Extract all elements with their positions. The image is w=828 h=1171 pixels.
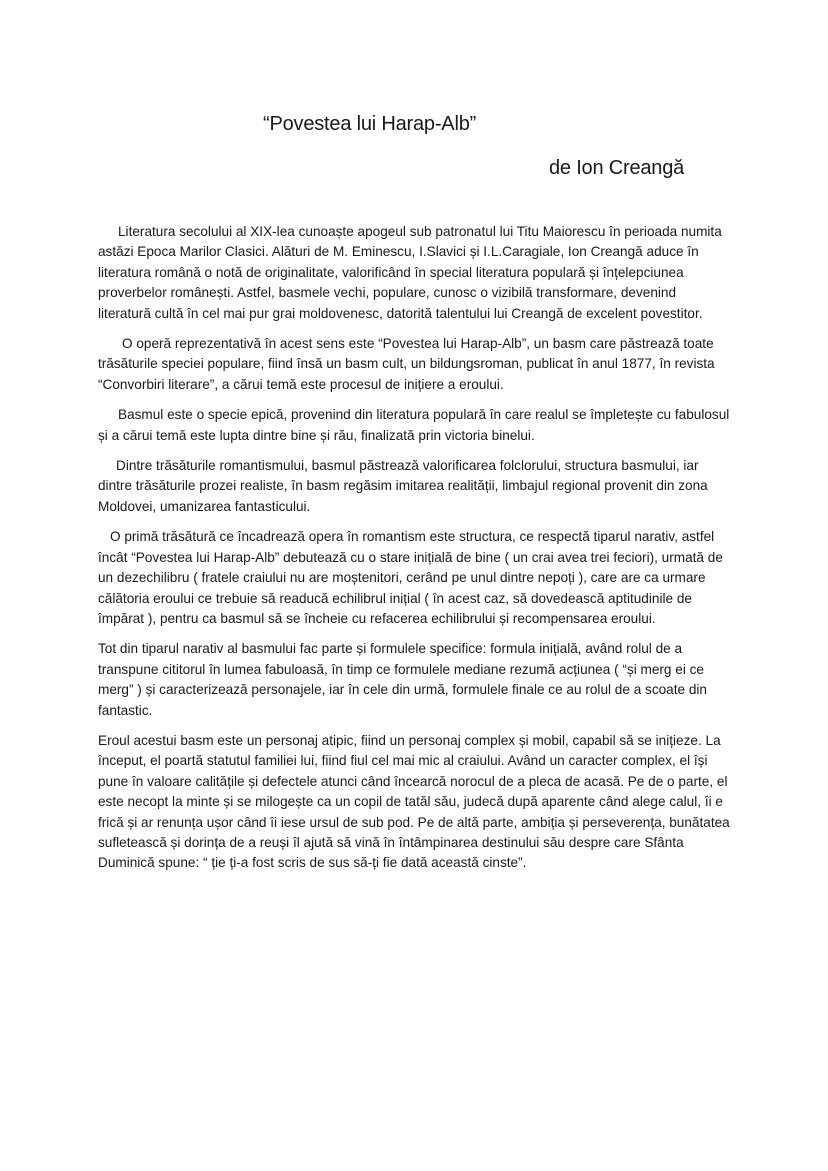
document-title: “Povestea lui Harap-Alb”: [263, 113, 477, 135]
paragraph-structure: O primă trăsătură ce încadrează opera în romantism este structura, ce respectă tiparul narativ, astfel încât “Povestea lui Harap-Alb” debutează cu o stare inițială de bine ( un crai avea trei feciori), urmată de un dezechilibru ( fratele craiului nu are moștenitori, cerând pe unul dintre nepoți ), care are ca urmare călătoria eroului ce trebuie să readucă echilibrul inițial ( în acest caz, să dovedească aptitudinile de împărat ), pentru ca basmul să se încheie cu refacerea echilibrului și recompensarea eroului.: [98, 529, 723, 626]
paragraph-intro: Literatura secolului al XIX-lea cunoaște apogeul sub patronatul lui Titu Maiorescu în perioada numita astăzi Epoca Marilor Clasici. Alături de M. Eminescu, I.Slavici și I.L.Caragiale, Ion Creangă aduce în literatura română o notă de originalitate, valorificând în special literatura populară și înțelepciunea proverbelor românești. Astfel, basmele vechi, populare, cunosc o vizibilă transformare, devenind literatură cultă în cel mai pur grai moldovenesc, datorită talentului lui Creangă de excelent povestitor.: [98, 224, 722, 321]
document-body: [98, 222, 730, 884]
paragraph-formulas: Tot din tiparul narativ al basmului fac parte și formulele specifice: formula inițială, având rolul de a transpune cititorul în lumea fabuloasă, în timp ce formulele mediane rezumă acțiunea ( “și merg ei ce merg” ) și caracterizează personajele, iar în cele din urmă, formulele finale ce au rolul de a scoate din fantastic.: [98, 641, 707, 718]
paragraph-traits: Dintre trăsăturile romantismului, basmul păstrează valorificarea folclorului, structura basmului, iar dintre trăsăturile prozei realiste, în basm regăsim imitarea realității, limbajul regional provenit din zona Moldovei, umanizarea fantasticului.: [98, 458, 708, 514]
document-author: de Ion Creangă: [549, 157, 685, 179]
paragraph-hero: Eroul acestui basm este un personaj atipic, fiind un personaj complex și mobil, capabil să se inițieze. La început, el poartă statutul familiei lui, fiind fiul cel mai mic al craiului. Având un caracter complex, el își pune în valoare calitățile și defectele atunci când încearcă norocul de a pleca de acasă. Pe de o parte, el este necopt la minte și se milogește ca un copil de tatăl său, judecă după aparente când alege calul, îi e frică și ar renunța ușor când îi iese ursul de sub pod. Pe de altă parte, ambiția și perseverența, bunătatea sufletească și dorința de a reuși îl ajută să vină în întâmpinarea destinului său despre care Sfânta Duminică spune: “ ție ți-a fost scris de sus să-ți fie dată această cinste”.: [98, 732, 730, 871]
paragraph-fairy-tale-definition: Basmul este o specie epică, provenind din literatura populară în care realul se împletește cu fabulosul și a cărui temă este lupta dintre bine și rău, finalizată prin victoria binelui.: [98, 407, 730, 443]
paragraph-representative-work: O operă reprezentativă în acest sens este “Povestea lui Harap-Alb”, un basm care păstrează toate trăsăturile speciei populare, fiind însă un basm cult, un bildungsroman, publicat în anul 1877, în revista “Convorbiri literare”, a cărui temă este procesul de inițiere a eroului.: [98, 336, 715, 392]
